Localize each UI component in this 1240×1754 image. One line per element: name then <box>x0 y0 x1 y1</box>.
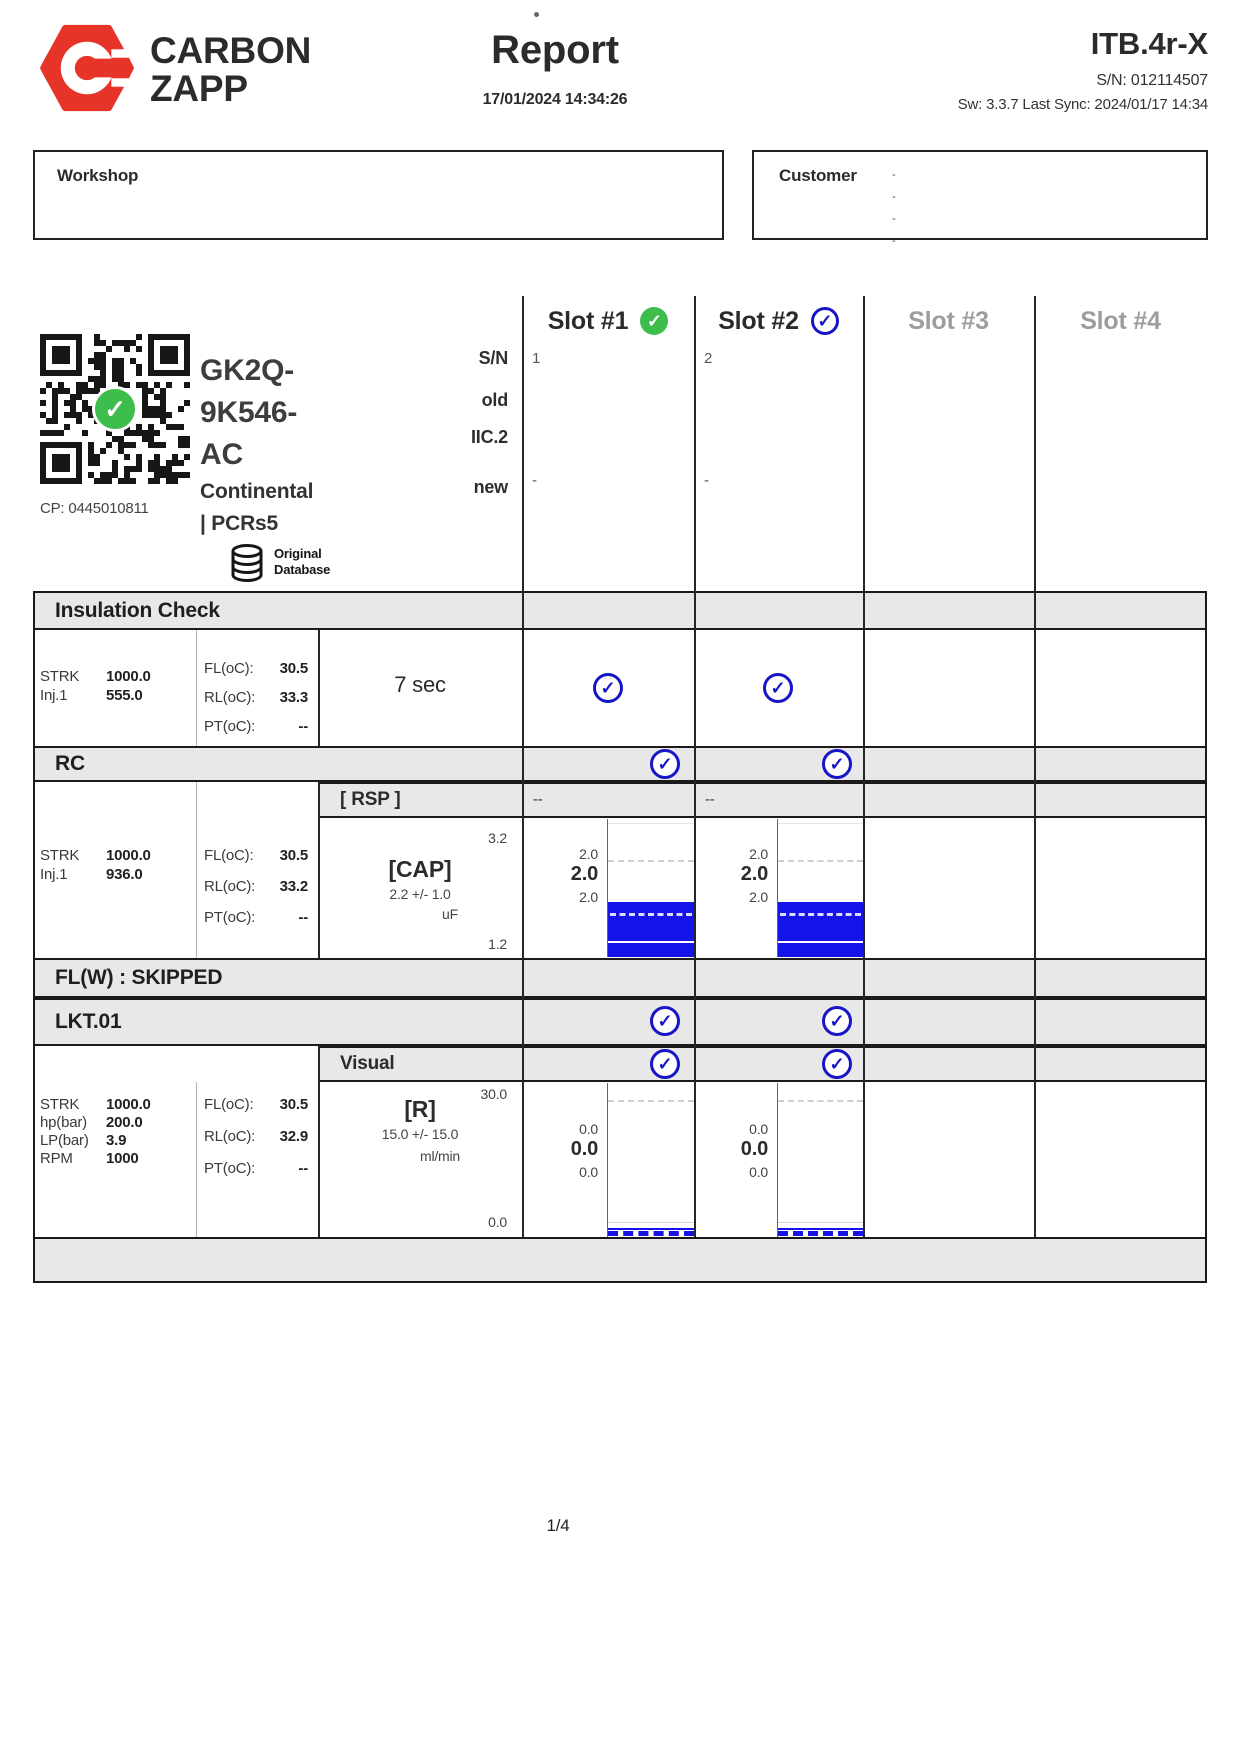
customer-label: Customer <box>779 166 857 185</box>
rc-slot2-gauge-bar <box>777 819 863 957</box>
manufacturer-block <box>200 476 313 540</box>
lkt-slot2-hi: 0.0 <box>749 1121 768 1137</box>
customer-dash: - <box>892 235 896 247</box>
rsp-label: [ RSP ] <box>340 789 401 810</box>
row-label-old: old <box>481 390 508 410</box>
lkt-p1-value: 1000.0 <box>106 1096 151 1113</box>
rc-slot2-lo: 2.0 <box>749 889 768 905</box>
rc-slot1-val: 2.0 <box>570 863 598 885</box>
gauge-zero-line <box>608 1231 694 1236</box>
slot1-label: Slot #1 <box>547 306 629 335</box>
cell-divider <box>196 1082 197 1237</box>
slot-divider <box>522 296 524 1237</box>
lkt-pt-value: -- <box>298 1160 308 1177</box>
lkt-gauge-name: [R] <box>404 1096 436 1122</box>
insulation-slot2-pass-icon <box>763 673 793 703</box>
rc-strk-label: STRK <box>40 847 80 864</box>
lkt-p2-value: 200.0 <box>106 1114 143 1131</box>
gauge-fill <box>778 902 863 957</box>
table-right-edge <box>1205 591 1207 1283</box>
qr-verified-icon <box>92 386 138 432</box>
lkt-rl-value: 32.9 <box>279 1128 308 1145</box>
manufacturer: Continental <box>200 480 314 503</box>
part-number-line: GK2Q- <box>200 354 295 387</box>
rc-strk-value: 1000.0 <box>106 847 151 864</box>
workshop-box <box>33 150 724 240</box>
gauge-limit-line <box>778 1100 863 1102</box>
rsp-strip <box>318 782 1207 818</box>
rc-pt-value: -- <box>298 909 308 926</box>
lkt-p3-label: LP(bar) <box>40 1132 89 1149</box>
insulation-strk-label: STRK <box>40 668 80 685</box>
database-label-line: Original <box>274 546 322 561</box>
rc-slot1-pass-icon <box>650 749 680 779</box>
stray-dot <box>534 12 539 17</box>
rc-gauge-name: [CAP] <box>388 856 452 882</box>
gauge-limit-line <box>608 860 694 862</box>
gauge-measure-line <box>610 913 692 916</box>
lkt-scale-min: 0.0 <box>488 1214 507 1230</box>
gauge-fill <box>608 902 694 957</box>
insulation-strk-value: 1000.0 <box>106 668 151 685</box>
footer-band <box>33 1237 1207 1283</box>
lkt-p4-value: 1000 <box>106 1150 139 1167</box>
fl-temp-label: FL(oC): <box>204 1096 254 1113</box>
pt-temp-label: PT(oC): <box>204 1160 256 1177</box>
injector-series: | PCRs5 <box>200 512 279 535</box>
rc-slot2-hi: 2.0 <box>749 846 768 862</box>
slot1-rsp-value: -- <box>533 791 543 808</box>
rl-temp-label: RL(oC): <box>204 878 256 895</box>
gauge-limit-line <box>608 1100 694 1102</box>
rc-slot1-hi: 2.0 <box>579 846 598 862</box>
part-number-line: AC <box>200 438 243 471</box>
slot2-label: Slot #2 <box>718 306 799 335</box>
customer-empty-fields <box>892 164 895 252</box>
insulation-duration: 7 sec <box>394 672 446 697</box>
rc-scale-min: 1.2 <box>488 936 507 952</box>
lkt-title: LKT.01 <box>55 1010 122 1033</box>
brand-line2: ZAPP <box>150 68 248 109</box>
database-label-line: Database <box>274 562 331 577</box>
lkt-p4-label: RPM <box>40 1150 73 1167</box>
page-number: 1/4 <box>546 1516 570 1535</box>
cell-divider <box>196 782 197 958</box>
rl-temp-label: RL(oC): <box>204 1128 256 1145</box>
insulation-slot1-pass-icon <box>593 673 623 703</box>
flw-title: FL(W) : SKIPPED <box>55 966 223 989</box>
fl-temp-label: FL(oC): <box>204 847 254 864</box>
rc-slot2-pass-icon <box>822 749 852 779</box>
rc-slot1-gauge-bar <box>607 819 694 957</box>
lkt-slot1-lo: 0.0 <box>579 1164 598 1180</box>
insulation-inj-value: 555.0 <box>106 687 143 704</box>
gauge-measure-line <box>778 1228 863 1230</box>
rc-title: RC <box>55 752 85 775</box>
lkt-scale-max: 30.0 <box>480 1086 507 1102</box>
gauge-ref-line <box>778 941 863 943</box>
rl-temp-label: RL(oC): <box>204 689 256 706</box>
brand-line1: CARBON <box>150 30 312 71</box>
slot-header-1 <box>522 298 694 344</box>
insulation-fl-value: 30.5 <box>279 660 308 677</box>
slot1-sn-value: 1 <box>532 350 541 367</box>
lkt-slot1-val: 0.0 <box>570 1138 598 1160</box>
gauge-limit-line <box>778 860 863 862</box>
device-sync: Sw: 3.3.7 Last Sync: 2024/01/17 14:34 <box>957 96 1208 113</box>
insulation-inj-label: Inj.1 <box>40 687 68 704</box>
lkt-slot2-gauge-bar <box>777 1083 863 1237</box>
pt-temp-label: PT(oC): <box>204 909 256 926</box>
customer-dash: - <box>892 191 896 203</box>
lkt-slot2-val: 0.0 <box>740 1138 768 1160</box>
visual-slot2-pass-icon <box>822 1049 852 1079</box>
rc-inj-value: 936.0 <box>106 866 143 883</box>
lkt-slot1-gauge-bar <box>607 1083 694 1237</box>
slot-header-2 <box>694 298 863 344</box>
insulation-title: Insulation Check <box>55 598 220 622</box>
visual-slot1-pass-icon <box>650 1049 680 1079</box>
lkt-slot2-pass-icon <box>822 1006 852 1036</box>
rc-gauge-unit: uF <box>442 906 458 922</box>
cell-divider <box>318 782 320 958</box>
cp-number: CP: 0445010811 <box>40 500 149 517</box>
lkt-gauge-nominal: 15.0 +/- 15.0 <box>381 1126 459 1142</box>
cell-divider <box>196 630 197 746</box>
rc-fl-value: 30.5 <box>279 847 308 864</box>
customer-dash: - <box>892 213 896 225</box>
pt-temp-label: PT(oC): <box>204 718 256 735</box>
rc-inj-label: Inj.1 <box>40 866 68 883</box>
gauge-measure-line <box>608 1228 694 1230</box>
rc-slot1-lo: 2.0 <box>579 889 598 905</box>
part-number <box>200 350 297 476</box>
slot1-new-value: - <box>532 472 537 489</box>
rc-scale-max: 3.2 <box>488 830 507 846</box>
part-number-line: 9K546- <box>200 396 298 429</box>
database-icon <box>228 543 266 583</box>
database-label <box>274 546 330 578</box>
lkt-band <box>33 998 1207 1046</box>
slot1-pass-icon <box>640 307 668 335</box>
rc-slot2-val: 2.0 <box>740 863 768 885</box>
device-name: ITB.4r-X <box>1090 26 1208 61</box>
lkt-gauge-unit: ml/min <box>419 1148 461 1164</box>
gauge-measure-line <box>780 913 861 916</box>
slot-divider <box>1034 296 1036 1237</box>
lkt-p2-label: hp(bar) <box>40 1114 87 1131</box>
fl-temp-label: FL(oC): <box>204 660 254 677</box>
lkt-fl-value: 30.5 <box>279 1096 308 1113</box>
gauge-ref-line <box>778 1222 863 1223</box>
insulation-rl-value: 33.3 <box>279 689 308 706</box>
lkt-slot2-lo: 0.0 <box>749 1164 768 1180</box>
table-left-edge <box>33 591 35 1283</box>
report-datetime: 17/01/2024 14:34:26 <box>482 91 628 108</box>
row-label-new: new <box>473 477 508 497</box>
carbonzapp-logo-icon <box>40 24 134 112</box>
slot-divider <box>863 296 865 1237</box>
cell-divider <box>318 1046 320 1237</box>
gauge-topline <box>778 823 863 824</box>
row-label-sn: S/N <box>478 348 508 368</box>
lkt-p1-label: STRK <box>40 1096 80 1113</box>
row-label-iic: IIC.2 <box>470 427 508 447</box>
slot-divider <box>694 296 696 1237</box>
gauge-ref-line <box>608 1222 694 1223</box>
lkt-slot1-hi: 0.0 <box>579 1121 598 1137</box>
brand-name <box>150 32 311 108</box>
page-title: Report <box>491 28 619 72</box>
lkt-slot1-pass-icon <box>650 1006 680 1036</box>
gauge-topline <box>608 823 694 824</box>
rc-rl-value: 33.2 <box>279 878 308 895</box>
insulation-band <box>33 591 1207 630</box>
device-block <box>700 26 1208 113</box>
device-serial: S/N: 012114507 <box>1096 72 1208 89</box>
slot-header-4: Slot #4 <box>1080 307 1161 335</box>
slot2-pass-icon <box>811 307 839 335</box>
visual-label: Visual <box>340 1053 395 1074</box>
lkt-p3-value: 3.9 <box>106 1132 127 1149</box>
cell-divider <box>318 630 320 746</box>
slot-header-3: Slot #3 <box>908 307 989 335</box>
rc-band <box>33 746 1207 782</box>
customer-box <box>752 150 1208 247</box>
insulation-pt-value: -- <box>298 718 308 735</box>
customer-dash: - <box>892 169 896 181</box>
gauge-zero-line <box>778 1231 863 1236</box>
rc-gauge-nominal: 2.2 +/- 1.0 <box>389 886 451 902</box>
slot2-sn-value: 2 <box>704 350 713 367</box>
workshop-label: Workshop <box>57 166 139 185</box>
slot2-rsp-value: -- <box>705 791 715 808</box>
visual-strip <box>318 1046 1207 1082</box>
flw-band <box>33 958 1207 998</box>
gauge-ref-line <box>608 941 694 943</box>
slot2-new-value: - <box>704 472 709 489</box>
